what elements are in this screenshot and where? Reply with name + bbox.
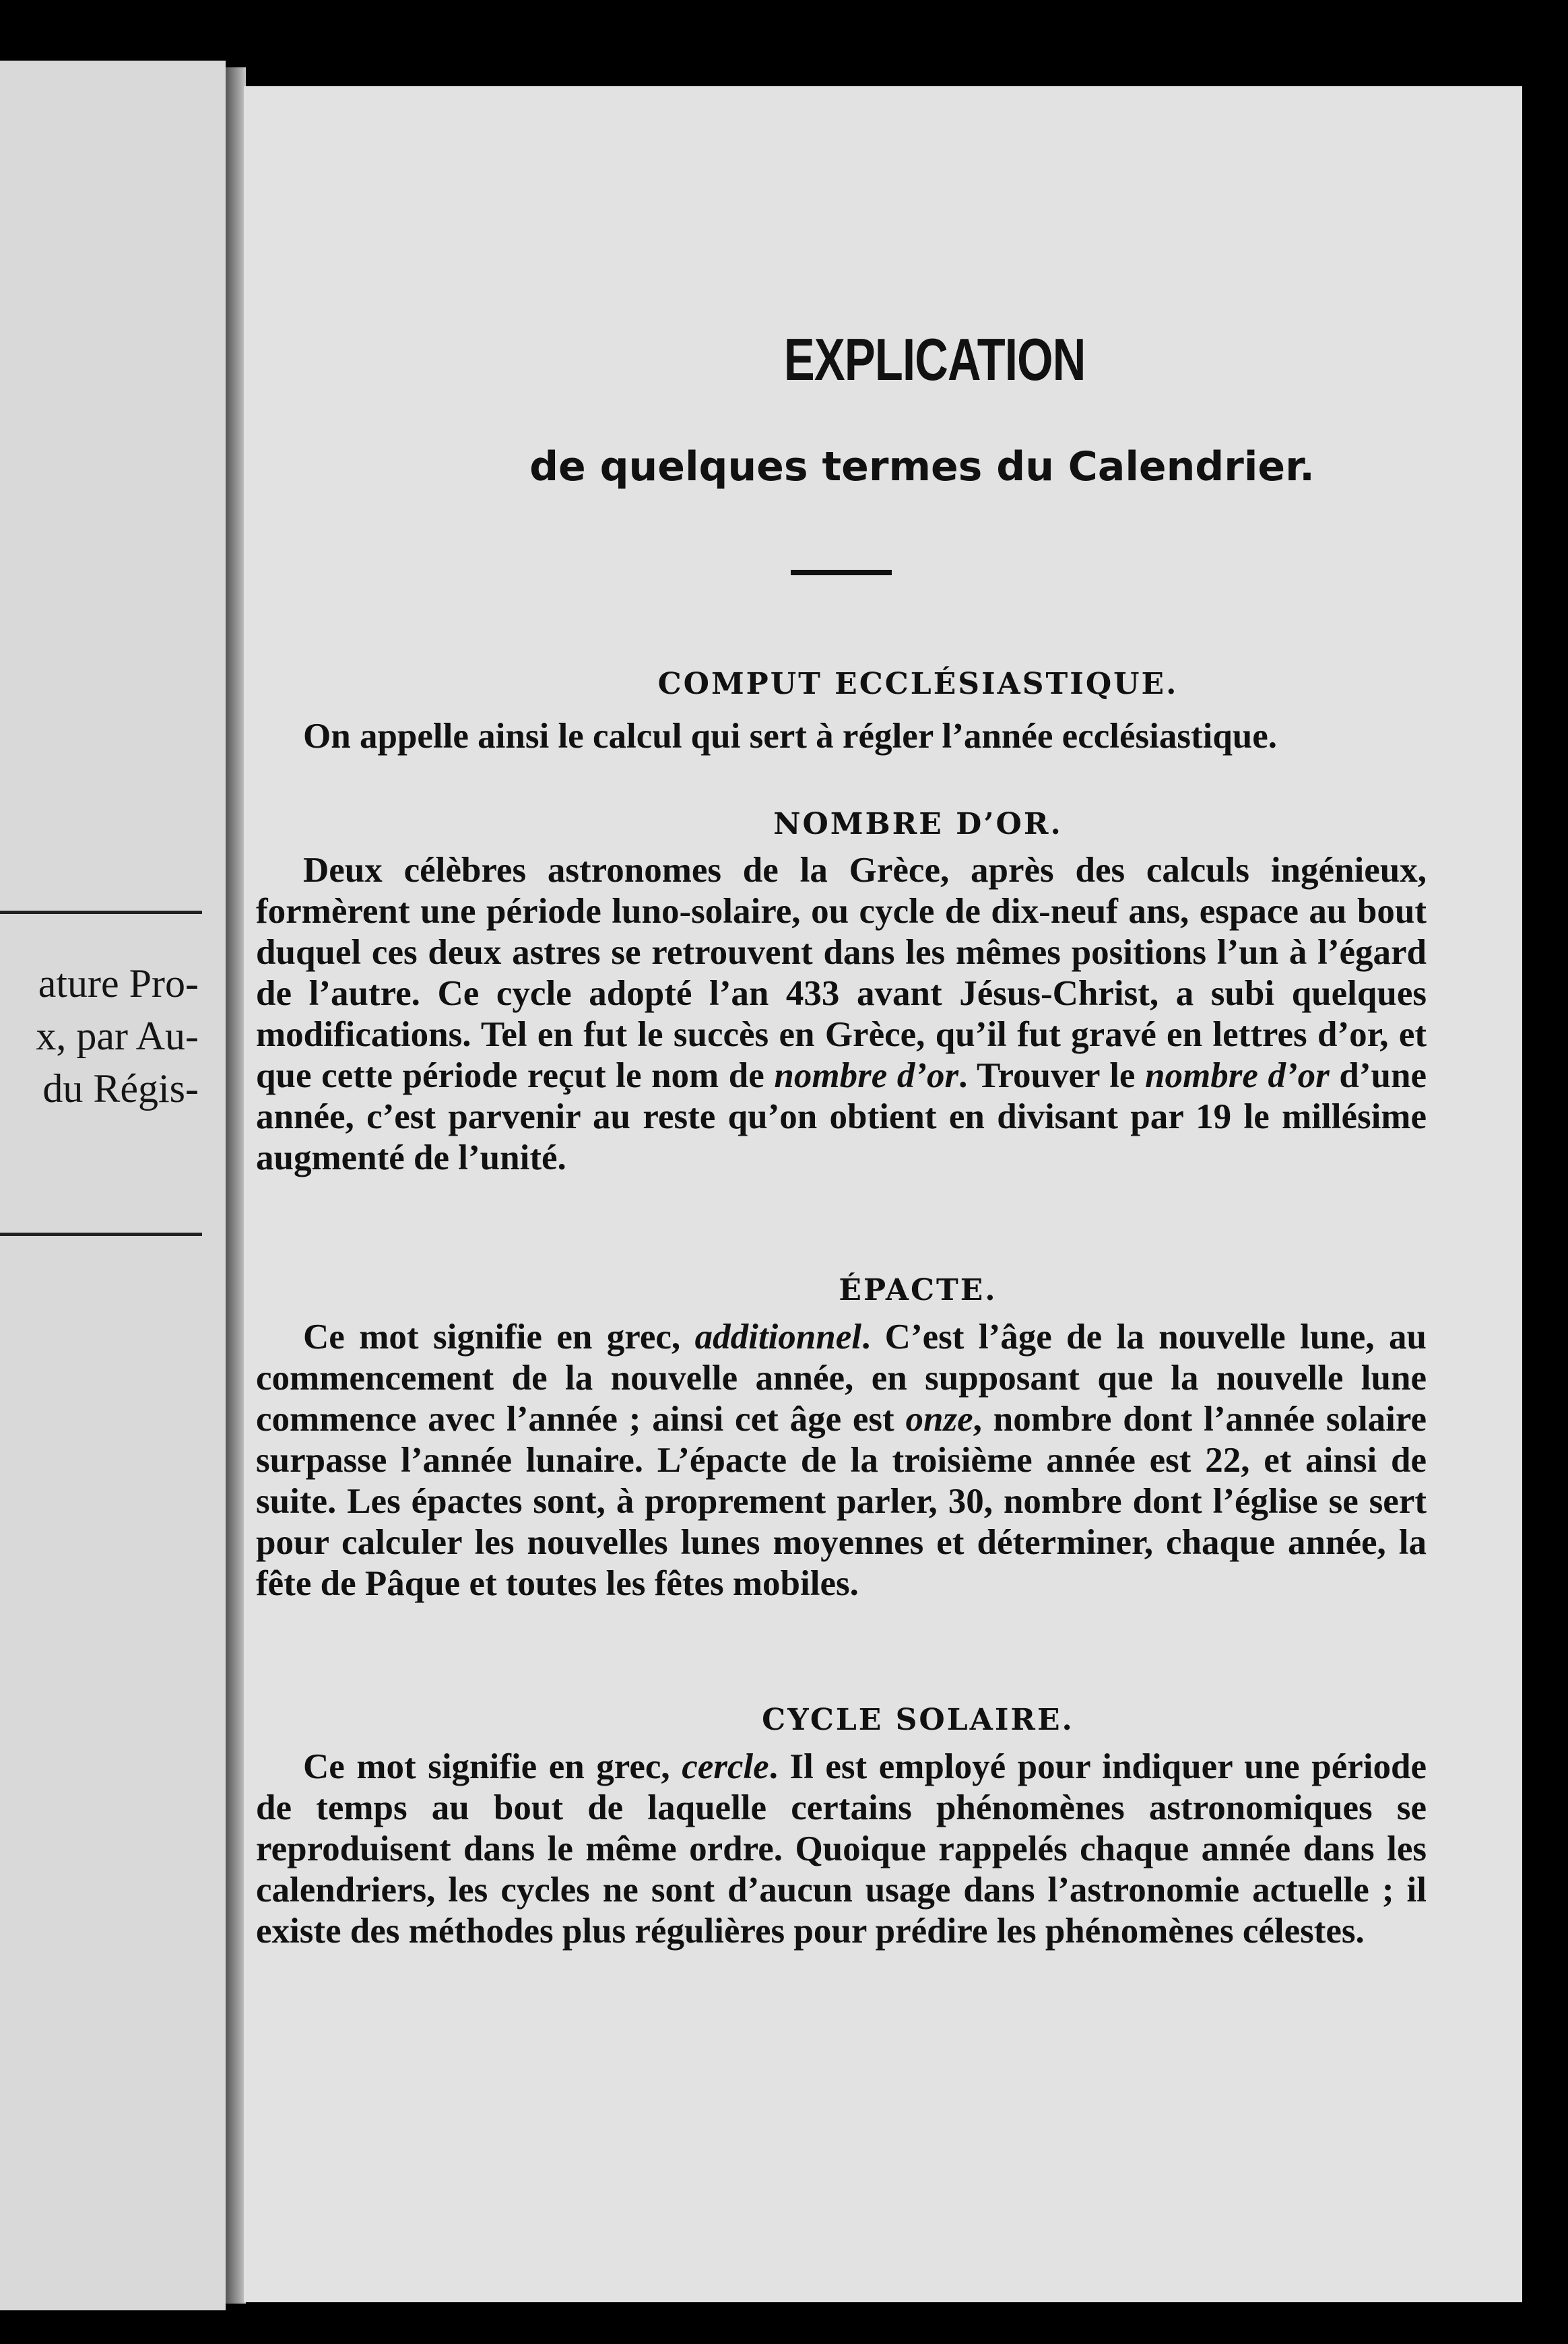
left-page-rule-bottom [0,1233,202,1236]
page-title: EXPLICATION [783,326,1086,393]
section-heading-epacte: ÉPACTE. [839,1273,998,1307]
section-heading-cycle-solaire: CYCLE SOLAIRE. [762,1703,1074,1737]
left-page-line-1: ature Pro- [38,961,199,1006]
section-heading-nombre-dor: NOMBRE D’OR. [773,807,1063,841]
section-text-epacte: Ce mot signifie en grec, additionnel. C’est l’âge de la nouvelle lune, au commencement de la nouvelle année, en supposant que la nouvelle lune commence avec l’année ; ainsi cet âge est onze, nombre dont l’année solaire surpasse l’année lunaire. L’épacte de la troisième année est 22, et ainsi de suite. Les épactes sont, à proprement parler, 30, nombre dont l’église se sert pour calculer les nouvelles lunes moyennes et déterminer, chaque année, la fête de Pâque et toutes les fêtes mobiles. [256,1317,1427,1603]
section-text-comput: On appelle ainsi le calcul qui sert à régler l’année ecclésiastique. [303,717,1278,756]
left-page-rule-top [0,911,202,914]
page-subtitle: de quelques termes du Calendrier. [529,443,1315,490]
section-text-cycle-solaire: Ce mot signifie en grec, cercle. Il est employé pour indiquer une période de temps au bout de laquelle certains phénomènes astronomiques se reproduisent dans le même ordre. Quoique rappelés chaque année dans les calendriers, les cycles ne sont d’aucun usage dans l’astronomie actuelle ; il existe des méthodes plus régulières pour prédire les phénomènes célestes. [256,1747,1427,1951]
section-text-nombre-dor: Deux célèbres astronomes de la Grèce, après des calculs ingénieux, formèrent une période luno-solaire, ou cycle de dix-neuf ans, espace au bout duquel ces deux astres se retrouvent dans les mêmes positions l’un à l’égard de l’autre. Ce cycle adopté l’an 433 avant Jésus-Christ, a subi quelques modifications. Tel en fut le succès en Grèce, qu’il fut gravé en lettres d’or, et que cette période reçut le nom de nombre d’or. Trouver le nombre d’or d’une année, c’est parvenir au reste qu’on obtient en divisant par 19 le millésime augmenté de l’unité. [256,851,1427,1177]
section-heading-comput: COMPUT ECCLÉSIASTIQUE. [657,667,1179,701]
title-separator [791,570,892,575]
page-gutter [226,67,246,2304]
calendar-page [244,86,1522,2302]
left-page-fragment [0,61,226,2310]
left-page-line-3: du Régis- [42,1066,199,1111]
left-page-line-2: x, par Au- [36,1014,199,1058]
